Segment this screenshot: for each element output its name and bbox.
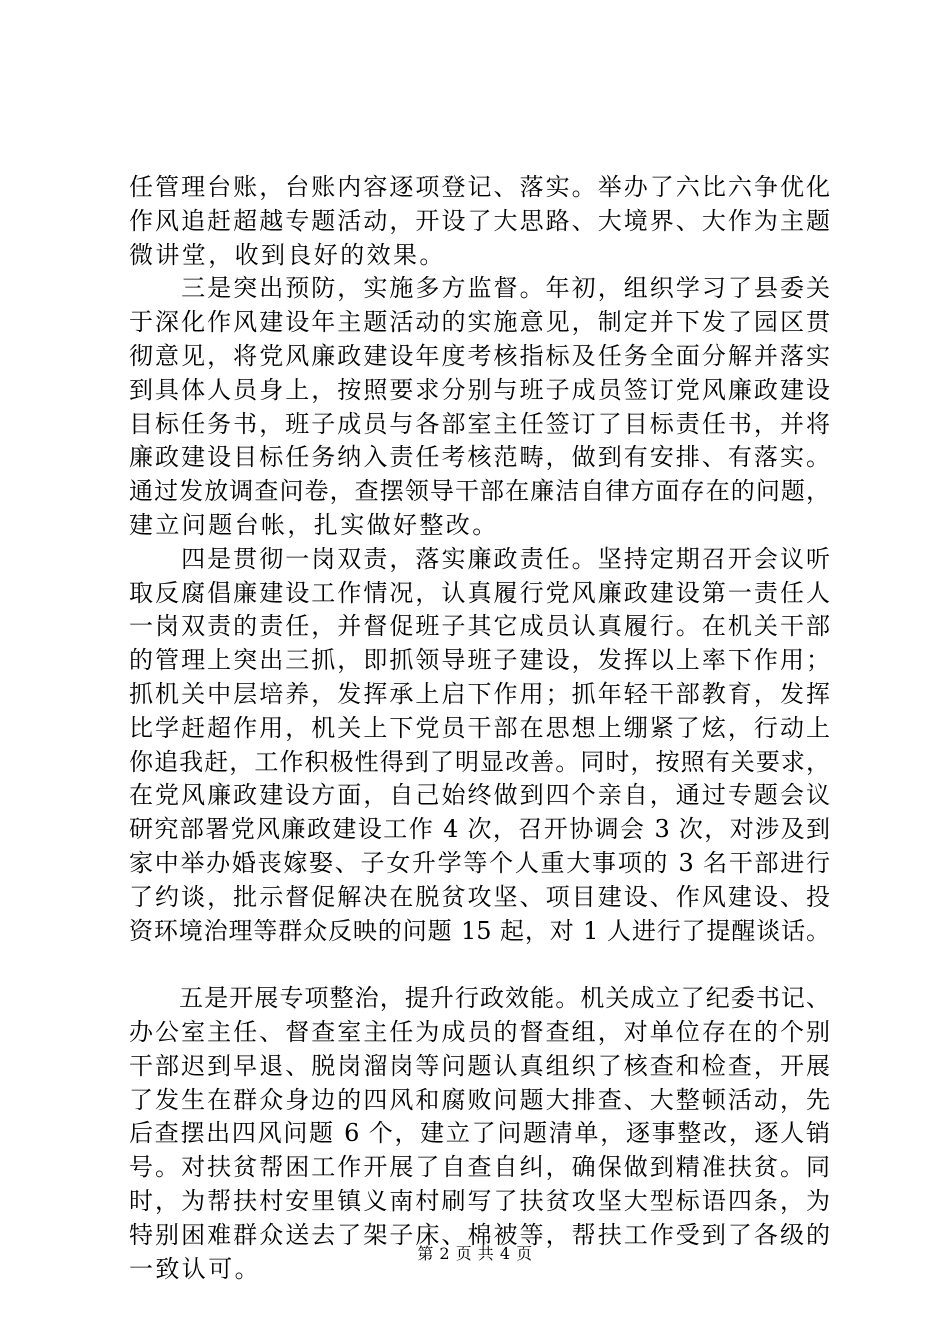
- text-line: 任管理台账，台账内容逐项登记、落实。举办了六比六争优化: [129, 173, 830, 201]
- text-line: 资环境治理等群众反映的问题 15 起，对 1 人进行了提醒谈话。: [129, 916, 830, 945]
- text-line: 通过发放调查问卷，查摆领导干部在廉洁自律方面存在的问题，: [129, 477, 830, 506]
- text-line: 了约谈，批示督促解决在脱贫攻坚、项目建设、作风建设、投: [129, 882, 830, 911]
- text-line: 取反腐倡廉建设工作情况，认真履行党风廉政建设第一责任人: [129, 578, 830, 607]
- text-line: 了发生在群众身边的四风和腐败问题大排查、大整顿活动，先: [129, 1085, 830, 1114]
- text-line: 建立问题台帐，扎实做好整改。: [129, 510, 499, 539]
- text-line: 的管理上突出三抓，即抓领导班子建设，发挥以上率下作用；: [129, 646, 830, 675]
- text-line: 研究部署党风廉政建设工作 4 次，召开协调会 3 次，对涉及到: [129, 815, 830, 844]
- text-line: 办公室主任、督查室主任为成员的督查组，对单位存在的个别: [129, 1017, 830, 1046]
- text-line: 特别困难群众送去了架子床、棉被等，帮扶工作受到了各级的: [129, 1220, 830, 1249]
- text-line: 彻意见，将党风廉政建设年度考核指标及任务全面分解并落实: [129, 341, 830, 370]
- text-line: 作风追赶超越专题活动，开设了大思路、大境界、大作为主题: [129, 206, 830, 235]
- text-line: 到具体人员身上，按照要求分别与班子成员签订党风廉政建设: [129, 375, 830, 404]
- text-line: 三是突出预防，实施多方监督。年初，组织学习了县委关: [129, 274, 830, 303]
- text-line: 一致认可。: [129, 1254, 261, 1283]
- text-line: 五是开展专项整治，提升行政效能。机关成立了纪委书记、: [129, 984, 830, 1013]
- blank-line: [129, 948, 830, 982]
- text-line: 一岗双责的责任，并督促班子其它成员认真履行。在机关干部: [129, 612, 830, 641]
- text-line: 干部迟到早退、脱岗溜岗等问题认真组织了核查和检查，开展: [129, 1051, 830, 1080]
- text-line: 家中举办婚丧嫁娶、子女升学等个人重大事项的 3 名干部进行: [129, 848, 830, 877]
- text-line: 廉政建设目标任务纳入责任考核范畴，做到有安排、有落实。: [129, 443, 830, 472]
- text-line: 后查摆出四风问题 6 个，建立了问题清单，逐事整改，逐人销: [129, 1119, 830, 1148]
- text-line: 抓机关中层培养，发挥承上启下作用；抓年轻干部教育，发挥: [129, 679, 830, 708]
- text-line: 在党风廉政建设方面，自己始终做到四个亲自，通过专题会议: [129, 781, 830, 810]
- text-line: 目标任务书，班子成员与各部室主任签订了目标责任书，并将: [129, 409, 830, 438]
- text-line: 比学赶超作用，机关上下党员干部在思想上绷紧了炫，行动上: [129, 713, 830, 742]
- text-line: 于深化作风建设年主题活动的实施意见，制定并下发了园区贯: [129, 308, 830, 337]
- text-line: 时，为帮扶村安里镇义南村刷写了扶贫攻坚大型标语四条，为: [129, 1186, 830, 1215]
- document-body: [129, 171, 830, 1286]
- text-line: 微讲堂，收到良好的效果。: [129, 240, 446, 269]
- page-footer: 第 2 页 共 4 页: [417, 1244, 533, 1263]
- text-line: 四是贯彻一岗双责，落实廉政责任。坚持定期召开会议听: [129, 544, 830, 573]
- text-line: 你追我赶，工作积极性得到了明显改善。同时，按照有关要求，: [129, 747, 830, 776]
- text-line: 号。对扶贫帮困工作开展了自查自纠，确保做到精准扶贫。同: [129, 1153, 830, 1182]
